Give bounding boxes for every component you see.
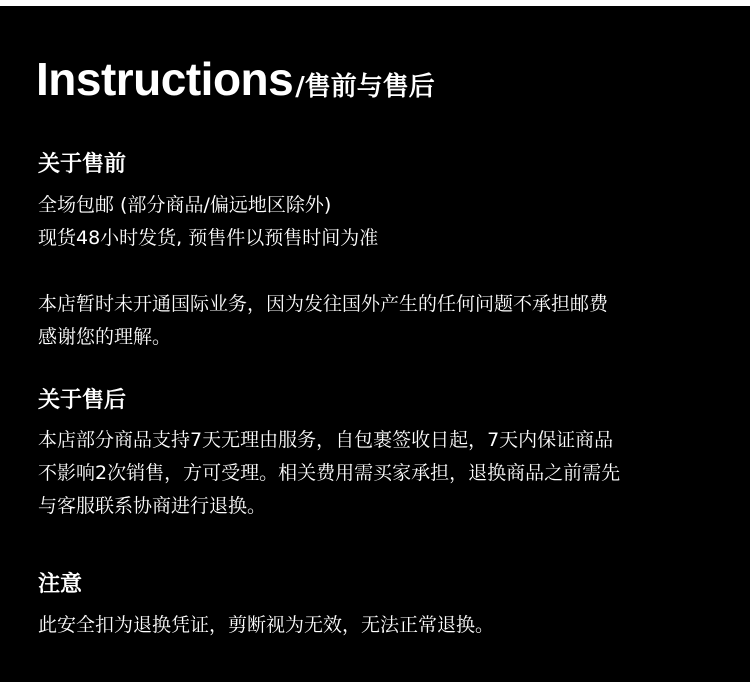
after-sale-heading: 关于售后 <box>38 388 127 413</box>
page-title <box>36 53 435 105</box>
title-chinese: /售前与售后 <box>295 72 435 102</box>
after-sale-line: 本店部分商品支持7天无理由服务，自包裹签收日起，7天内保证商品 <box>38 429 614 451</box>
instructions-panel <box>0 6 750 682</box>
title-english: Instructions <box>36 53 294 105</box>
pre-sale-line: 现货48小时发货, 预售件以预售时间为准 <box>38 227 379 249</box>
international-notice-line: 本店暂时未开通国际业务，因为发往国外产生的任何问题不承担邮费 <box>38 293 609 315</box>
after-sale-line: 不影响2次销售，方可受理。相关费用需买家承担，退换商品之前需先 <box>38 462 621 484</box>
international-notice-line: 感谢您的理解。 <box>38 326 172 348</box>
pre-sale-line: 全场包邮 (部分商品/偏远地区除外) <box>38 194 332 216</box>
pre-sale-heading: 关于售前 <box>38 152 127 177</box>
note-heading: 注意 <box>38 572 83 597</box>
after-sale-line: 与客服联系协商进行退换。 <box>38 495 267 517</box>
note-line: 此安全扣为退换凭证，剪断视为无效，无法正常退换。 <box>38 614 495 636</box>
